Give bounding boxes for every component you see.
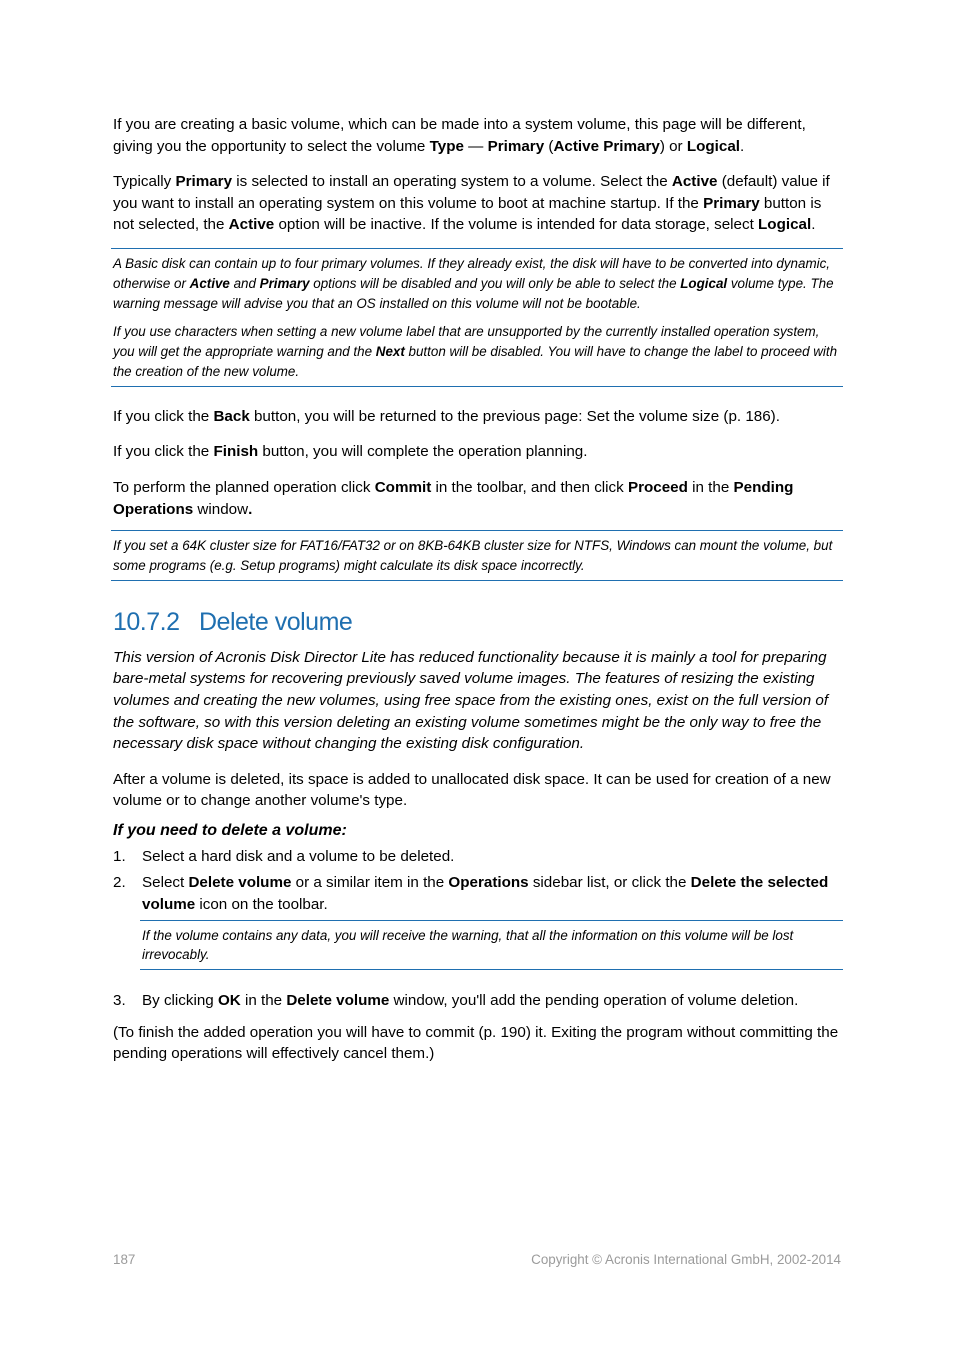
intro-paragraph: This version of Acronis Disk Director Lite has reduced functionality because it is mainly a tool for preparing bare-metal systems for recovering previously saved volume images. The features of resizing the existing volumes and creating the new volumes, using free space from the existing ones, exist on the full version of the software, so with this version deleting an existing volume sometimes might be the only way to free the necessary disk space without changing the existing disk configuration. [113,648,829,753]
text: (default) value if you want to install an operating system on this volume to boot at machine startup. If the [113,173,830,212]
text: button, you will complete the operation planning. [258,443,588,461]
text: in the toolbar, and then click [431,478,628,496]
text: Typically [113,173,176,191]
text: button is not selected, the [113,194,822,234]
text: button, you will be returned to the previous page: Set the volume size (p. 186). [249,407,780,425]
term-primary: Primary [703,194,760,212]
text: . [248,500,253,518]
page-content [113,114,841,1079]
text: ( [544,137,554,155]
term-delete-selected-volume: Delete the selected volume [142,874,829,914]
term-delete-volume: Delete volume [286,992,390,1010]
term-next: Next [375,344,405,360]
term-active-primary: Active Primary [553,137,660,155]
step-marker: 3. [113,992,126,1010]
term-operations: Operations [448,874,529,892]
procedure-title: If you need to delete a volume: [113,821,347,839]
section-heading [113,607,841,637]
text: To perform the planned operation click [113,478,375,496]
text: window, you'll add the pending operation of volume deletion. [389,992,799,1010]
term-delete-volume: Delete volume [188,874,292,892]
paragraph-after-delete: After a volume is deleted, its space is added to unallocated disk space. It can be used for creation of a new volume or to change another volume's type. [113,770,831,810]
term-commit: Commit [374,478,432,496]
page-number: 187 [113,1252,136,1267]
term-primary: Primary [259,275,310,291]
paragraph-commit [113,477,841,520]
text: volume type. The warning message will advise you that an OS installed on this volume will not be bootable. [113,275,834,311]
term-logical: Logical [686,137,740,155]
text: window [193,500,249,518]
text: If you use characters when setting a new volume label that are unsupported by the currently installed operation system, you will get the appropriate warning and the [113,324,820,360]
term-active: Active [228,216,275,234]
text: or a similar item in the [291,874,449,892]
term-proceed: Proceed [627,478,688,496]
term-finish: Finish [213,443,259,461]
section-number: 10.7.2 [113,607,180,636]
text: icon on the toolbar. [195,896,328,914]
term-pending-operations: Pending Operations [113,478,794,518]
note-data-warning: If the volume contains any data, you will receive the warning, that all the information on this volume will be lost irrevocably. [142,927,794,963]
text: . [740,137,745,155]
step-text [142,872,841,915]
step-marker: 2. [113,874,126,892]
text: If you click the [113,407,214,425]
text: Select a hard disk and a volume to be deleted. [142,847,455,865]
note-volume-label [113,322,841,381]
paragraph-finish-note: (To finish the added operation you will have to commit (p. 190) it. Exiting the program without committing the pending operations will effectively cancel them.) [113,1023,839,1063]
term-logical: Logical [680,275,728,291]
text: — [463,137,488,155]
section-title: Delete volume [199,607,353,636]
text: button will be disabled. You will have to change the label to proceed with the creation of the new volume. [113,344,838,379]
list-item [113,990,841,1012]
term-primary: Primary [487,137,545,155]
text: options will be disabled and you will only be able to select the [309,275,681,291]
paragraph-back-button [113,406,841,428]
text: . [811,216,816,234]
text: in the [240,992,287,1010]
term-ok: OK [217,992,241,1010]
text: By clicking [142,992,218,1010]
copyright: Copyright © Acronis International GmbH, 2002-2014 [531,1252,841,1267]
term-type: Type [429,137,464,155]
text: and [229,275,260,291]
text: is selected to install an operating system to a volume. Select the [232,173,672,191]
list-item [113,872,841,970]
term-active: Active [671,173,718,191]
note-cluster-size: If you set a 64K cluster size for FAT16/FAT32 or on 8KB-64KB cluster size for NTFS, Windows can mount the volume, but some programs (e.g. Setup programs) might calculate its disk space incorrectly. [113,538,833,573]
text: A Basic disk can contain up to four primary volumes. If they already exist, the disk will have to be converted into dynamic, otherwise or [113,255,830,291]
note-box-basic-disk [111,248,843,387]
term-logical: Logical [758,216,812,234]
paragraph-basic-volume [113,114,841,157]
term-active: Active [189,275,230,291]
step-marker: 1. [113,847,126,865]
term-primary: Primary [175,173,233,191]
paragraph-finish-button [113,441,841,463]
text: ) or [659,137,687,155]
section-intro [113,647,841,755]
step-text [142,846,841,868]
note-basic-disk [113,254,841,313]
steps-list [113,846,841,1012]
text: sidebar list, or click the [528,874,691,892]
list-item [113,846,841,868]
text: option will be inactive. If the volume is intended for data storage, select [274,216,759,234]
text: If you click the [113,443,214,461]
term-back: Back [213,407,250,425]
note-box-data-warning [140,920,843,971]
text: in the [687,478,734,496]
text: If you are creating a basic volume, which can be made into a system volume, this page will be different, giving you the opportunity to select the volume [113,116,806,155]
paragraph-primary-active [113,171,841,236]
text: Select [142,874,189,892]
step-text [142,990,841,1012]
note-box-cluster-size [111,530,843,581]
